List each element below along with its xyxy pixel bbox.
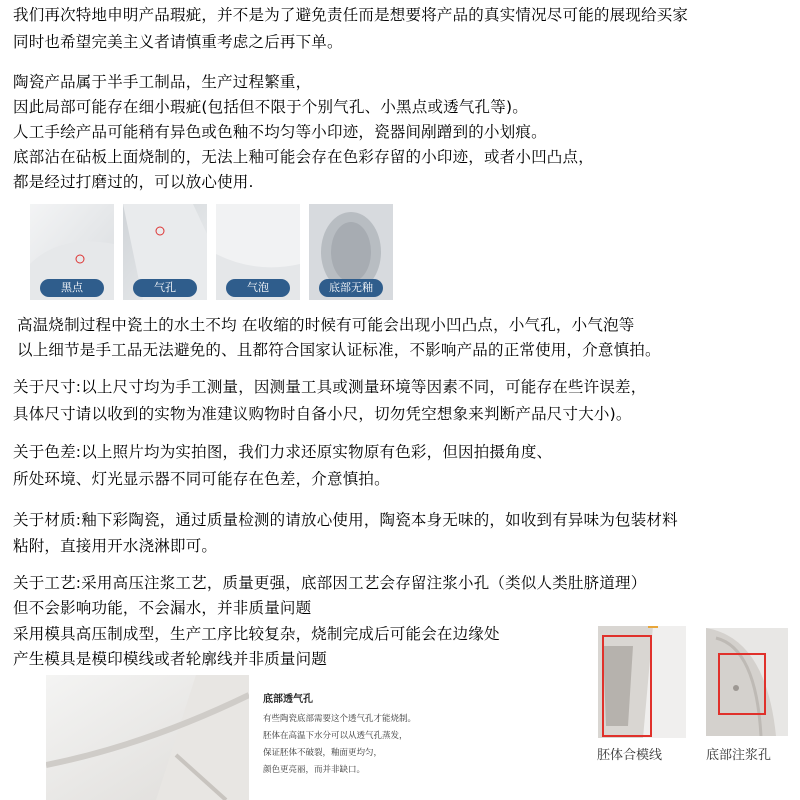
bottom-vent-photo bbox=[46, 675, 249, 800]
defect-thumb-bubble bbox=[216, 204, 300, 300]
ceramic-line-4: 底部沾在砧板上面烧制的，无法上釉可能会存在色彩存留的小印迹，或者小凹凸点， bbox=[13, 148, 594, 166]
caption-mold-line: 胚体合模线 bbox=[597, 748, 663, 763]
bottom-note-title: 底部透气孔 bbox=[263, 694, 313, 705]
ceramic-line-1: 陶瓷产品属于半手工制品，生产过程繁重， bbox=[13, 73, 312, 91]
craft-line-2: 但不会影响功能，不会漏水，并非质量问题 bbox=[13, 599, 312, 617]
defect-thumb-black-dot bbox=[30, 204, 114, 300]
craft-line-3: 采用模具高压制成型，生产工序比较复杂，烧制完成后可能会在边缘处 bbox=[13, 625, 500, 643]
firing-line-1: 高温烧制过程中瓷土的水土不均 在收缩的时候有可能会出现小凹凸点，小气孔，小气泡等 bbox=[17, 316, 635, 334]
intro-line-2: 同时也希望完美主义者请慎重考虑之后再下单。 bbox=[13, 33, 343, 51]
defect-thumb-air-hole bbox=[123, 204, 207, 300]
craft-line-4: 产生模具是模印模线或者轮廓线并非质量问题 bbox=[13, 650, 328, 668]
injection-hole-highlight bbox=[718, 653, 766, 715]
size-line-1: 关于尺寸:以上尺寸均为手工测量，因测量工具或测量环境等因素不同，可能存在些许误差， bbox=[13, 378, 647, 396]
caption-injection-hole: 底部注浆孔 bbox=[706, 748, 772, 763]
craft-line-1: 关于工艺:采用高压注浆工艺，质量更强，底部因工艺会存留注浆小孔（类似人类肚脐道理） bbox=[13, 574, 647, 592]
material-line-1: 关于材质:釉下彩陶瓷，通过质量检测的请放心使用，陶瓷本身无味的，如收到有异味为包装材料 bbox=[13, 511, 678, 529]
mold-line-photo bbox=[598, 626, 686, 738]
label-unglazed-bottom: 底部无釉 bbox=[319, 279, 383, 297]
ceramic-line-2: 因此局部可能存在细小瑕疵(包括但不限于个别气孔、小黑点或透气孔等)。 bbox=[13, 98, 528, 116]
ceramic-line-3: 人工手绘产品可能稍有异色或色釉不均匀等小印迹，瓷器间剐蹭到的小划痕。 bbox=[13, 123, 547, 141]
ceramic-line-5: 都是经过打磨过的，可以放心使用. bbox=[13, 173, 254, 191]
bottom-note-line-2: 胚体在高温下水分可以从透气孔蒸发， bbox=[263, 731, 408, 741]
label-air-hole: 气孔 bbox=[133, 279, 197, 297]
mold-line-highlight bbox=[602, 635, 652, 737]
bottom-note-line-4: 颜色更亮丽，而并非缺口。 bbox=[263, 765, 366, 775]
label-bubble: 气泡 bbox=[226, 279, 290, 297]
bottom-note-line-3: 保证胚体不破裂，釉面更均匀， bbox=[263, 748, 383, 758]
firing-line-2: 以上细节是手工品无法避免的、且都符合国家认证标准，不影响产品的正常使用，介意慎拍。 bbox=[17, 341, 661, 359]
material-line-2: 粘附，直接用开水浇淋即可。 bbox=[13, 537, 218, 555]
defect-thumb-unglazed-bottom bbox=[309, 204, 393, 300]
intro-line-1: 我们再次特地申明产品瑕疵，并不是为了避免责任而是想要将产品的真实情况尽可能的展现给买家 bbox=[13, 6, 689, 24]
injection-hole-photo bbox=[706, 628, 788, 736]
size-line-2: 具体尺寸请以收到的实物为准建议购物时自备小尺，切勿凭空想象来判断产品尺寸大小)。 bbox=[13, 405, 632, 423]
bottom-note-line-1: 有些陶瓷底部需要这个透气孔才能烧制。 bbox=[263, 714, 417, 724]
color-line-1: 关于色差:以上照片均为实拍图，我们力求还原实物原有色彩，但因拍摄角度、 bbox=[13, 443, 553, 461]
label-black-dot: 黑点 bbox=[40, 279, 104, 297]
color-line-2: 所处环境、灯光显示器不同可能存在色差，介意慎拍。 bbox=[13, 470, 390, 488]
